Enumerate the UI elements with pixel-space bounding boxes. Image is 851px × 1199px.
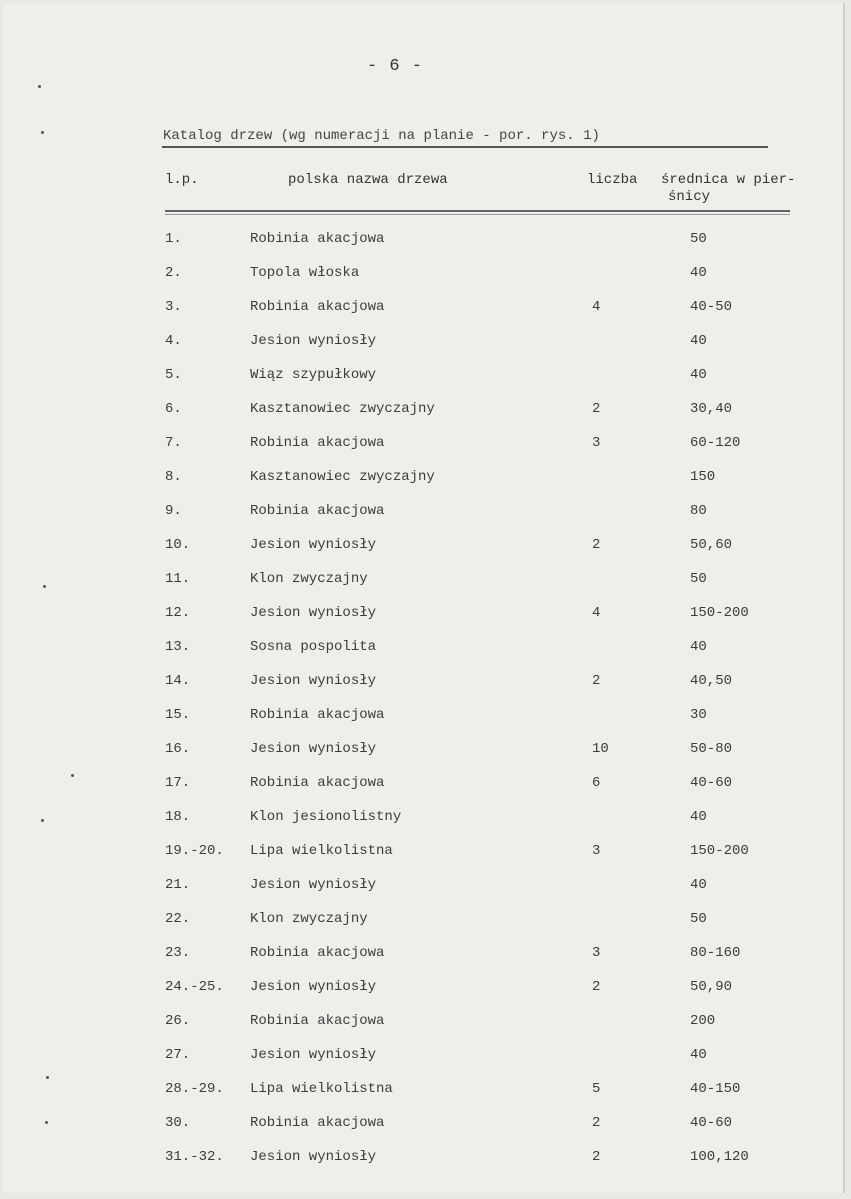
tree-name: Robinia akacjowa (250, 707, 385, 723)
trunk-diameter: 40,50 (690, 673, 733, 689)
tree-name: Robinia akacjowa (250, 945, 385, 961)
header-count: liczba (587, 172, 638, 188)
tree-count: 10 (592, 741, 609, 757)
trunk-diameter: 40 (690, 877, 707, 893)
table-row (0, 874, 851, 908)
table-row (0, 976, 851, 1010)
table-row (0, 1146, 851, 1180)
trunk-diameter: 40 (690, 809, 707, 825)
tree-name: Jesion wyniosły (250, 979, 377, 995)
tree-name: Robinia akacjowa (250, 1013, 385, 1029)
table-row (0, 942, 851, 976)
trunk-diameter: 40-60 (690, 1115, 733, 1131)
trunk-diameter: 60-120 (690, 435, 741, 451)
tree-count: 2 (592, 1149, 601, 1165)
tree-name: Jesion wyniosły (250, 1047, 377, 1063)
table-row (0, 704, 851, 738)
row-number: 8. (165, 469, 182, 485)
header-rule (165, 210, 790, 212)
row-number: 14. (165, 673, 191, 689)
tree-name: Topola włoska (250, 265, 360, 281)
row-number: 16. (165, 741, 191, 757)
tree-name: Lipa wielkolistna (250, 843, 393, 859)
table-row (0, 432, 851, 466)
row-number: 22. (165, 911, 191, 927)
row-number: 4. (165, 333, 182, 349)
trunk-diameter: 40 (690, 639, 707, 655)
table-row (0, 670, 851, 704)
header-diameter-line2: śnicy (668, 189, 711, 205)
tree-count: 4 (592, 605, 601, 621)
trunk-diameter: 40 (690, 1047, 707, 1063)
table-row (0, 806, 851, 840)
tree-count: 5 (592, 1081, 601, 1097)
row-number: 6. (165, 401, 182, 417)
table-row (0, 636, 851, 670)
trunk-diameter: 30 (690, 707, 707, 723)
trunk-diameter: 150-200 (690, 843, 749, 859)
tree-count: 4 (592, 299, 601, 315)
row-number: 13. (165, 639, 191, 655)
tree-name: Klon jesionolistny (250, 809, 402, 825)
row-number: 24.-25. (165, 979, 224, 995)
tree-name: Kasztanowiec zwyczajny (250, 469, 435, 485)
table-row (0, 602, 851, 636)
trunk-diameter: 40-60 (690, 775, 733, 791)
tree-count: 2 (592, 673, 601, 689)
table-row (0, 228, 851, 262)
table-row (0, 262, 851, 296)
trunk-diameter: 40 (690, 265, 707, 281)
trunk-diameter: 80-160 (690, 945, 741, 961)
tree-name: Klon zwyczajny (250, 911, 368, 927)
title-underline (162, 146, 768, 148)
tree-name: Jesion wyniosły (250, 741, 377, 757)
row-number: 15. (165, 707, 191, 723)
table-row (0, 1112, 851, 1146)
table-row (0, 398, 851, 432)
row-number: 9. (165, 503, 182, 519)
row-number: 30. (165, 1115, 191, 1131)
trunk-diameter: 50,60 (690, 537, 733, 553)
row-number: 10. (165, 537, 191, 553)
trunk-diameter: 80 (690, 503, 707, 519)
tree-name: Sosna pospolita (250, 639, 377, 655)
tree-name: Robinia akacjowa (250, 503, 385, 519)
tree-name: Jesion wyniosły (250, 605, 377, 621)
tree-count: 3 (592, 435, 601, 451)
trunk-diameter: 100,120 (690, 1149, 749, 1165)
table-row (0, 568, 851, 602)
row-number: 26. (165, 1013, 191, 1029)
tree-name: Robinia akacjowa (250, 435, 385, 451)
tree-name: Wiąz szypułkowy (250, 367, 377, 383)
table-row (0, 1078, 851, 1112)
table-row (0, 840, 851, 874)
row-number: 19.-20. (165, 843, 224, 859)
tree-name: Kasztanowiec zwyczajny (250, 401, 435, 417)
tree-count: 3 (592, 843, 601, 859)
row-number: 31.-32. (165, 1149, 224, 1165)
table-row (0, 1044, 851, 1078)
header-rule-secondary (165, 214, 790, 215)
row-number: 21. (165, 877, 191, 893)
tree-name: Robinia akacjowa (250, 775, 385, 791)
tree-count: 2 (592, 979, 601, 995)
tree-name: Robinia akacjowa (250, 299, 385, 315)
catalog-title: Katalog drzew (wg numeracji na planie - por. rys. 1) (163, 128, 600, 144)
trunk-diameter: 150-200 (690, 605, 749, 621)
trunk-diameter: 40 (690, 367, 707, 383)
table-row (0, 908, 851, 942)
tree-count: 2 (592, 1115, 601, 1131)
row-number: 7. (165, 435, 182, 451)
row-number: 11. (165, 571, 191, 587)
row-number: 27. (165, 1047, 191, 1063)
tree-count: 2 (592, 537, 601, 553)
table-row (0, 738, 851, 772)
tree-name: Jesion wyniosły (250, 877, 377, 893)
trunk-diameter: 150 (690, 469, 716, 485)
row-number: 2. (165, 265, 182, 281)
row-number: 5. (165, 367, 182, 383)
trunk-diameter: 40-50 (690, 299, 733, 315)
row-number: 1. (165, 231, 182, 247)
row-number: 18. (165, 809, 191, 825)
tree-count: 2 (592, 401, 601, 417)
row-number: 3. (165, 299, 182, 315)
table-row (0, 330, 851, 364)
trunk-diameter: 40-150 (690, 1081, 741, 1097)
tree-name: Lipa wielkolistna (250, 1081, 393, 1097)
row-number: 23. (165, 945, 191, 961)
table-row (0, 534, 851, 568)
table-row (0, 772, 851, 806)
table-row (0, 1010, 851, 1044)
trunk-diameter: 30,40 (690, 401, 733, 417)
row-number: 28.-29. (165, 1081, 224, 1097)
row-number: 12. (165, 605, 191, 621)
trunk-diameter: 50 (690, 231, 707, 247)
table-row (0, 364, 851, 398)
header-tree-name: polska nazwa drzewa (288, 172, 448, 188)
trunk-diameter: 50,90 (690, 979, 733, 995)
trunk-diameter: 50-80 (690, 741, 733, 757)
table-row (0, 466, 851, 500)
tree-count: 3 (592, 945, 601, 961)
trunk-diameter: 50 (690, 911, 707, 927)
tree-count: 6 (592, 775, 601, 791)
tree-name: Jesion wyniosły (250, 1149, 377, 1165)
tree-name: Jesion wyniosły (250, 673, 377, 689)
paper-speck (41, 131, 44, 134)
tree-name: Robinia akacjowa (250, 1115, 385, 1131)
table-row (0, 296, 851, 330)
paper-speck (38, 85, 41, 88)
header-diameter-line1: średnica w pier- (661, 172, 796, 188)
page-number: - 6 - (366, 57, 423, 76)
tree-name: Robinia akacjowa (250, 231, 385, 247)
tree-name: Jesion wyniosły (250, 333, 377, 349)
trunk-diameter: 40 (690, 333, 707, 349)
trunk-diameter: 200 (690, 1013, 716, 1029)
tree-name: Jesion wyniosły (250, 537, 377, 553)
tree-name: Klon zwyczajny (250, 571, 368, 587)
row-number: 17. (165, 775, 191, 791)
trunk-diameter: 50 (690, 571, 707, 587)
table-row (0, 500, 851, 534)
header-lp: l.p. (165, 172, 199, 188)
